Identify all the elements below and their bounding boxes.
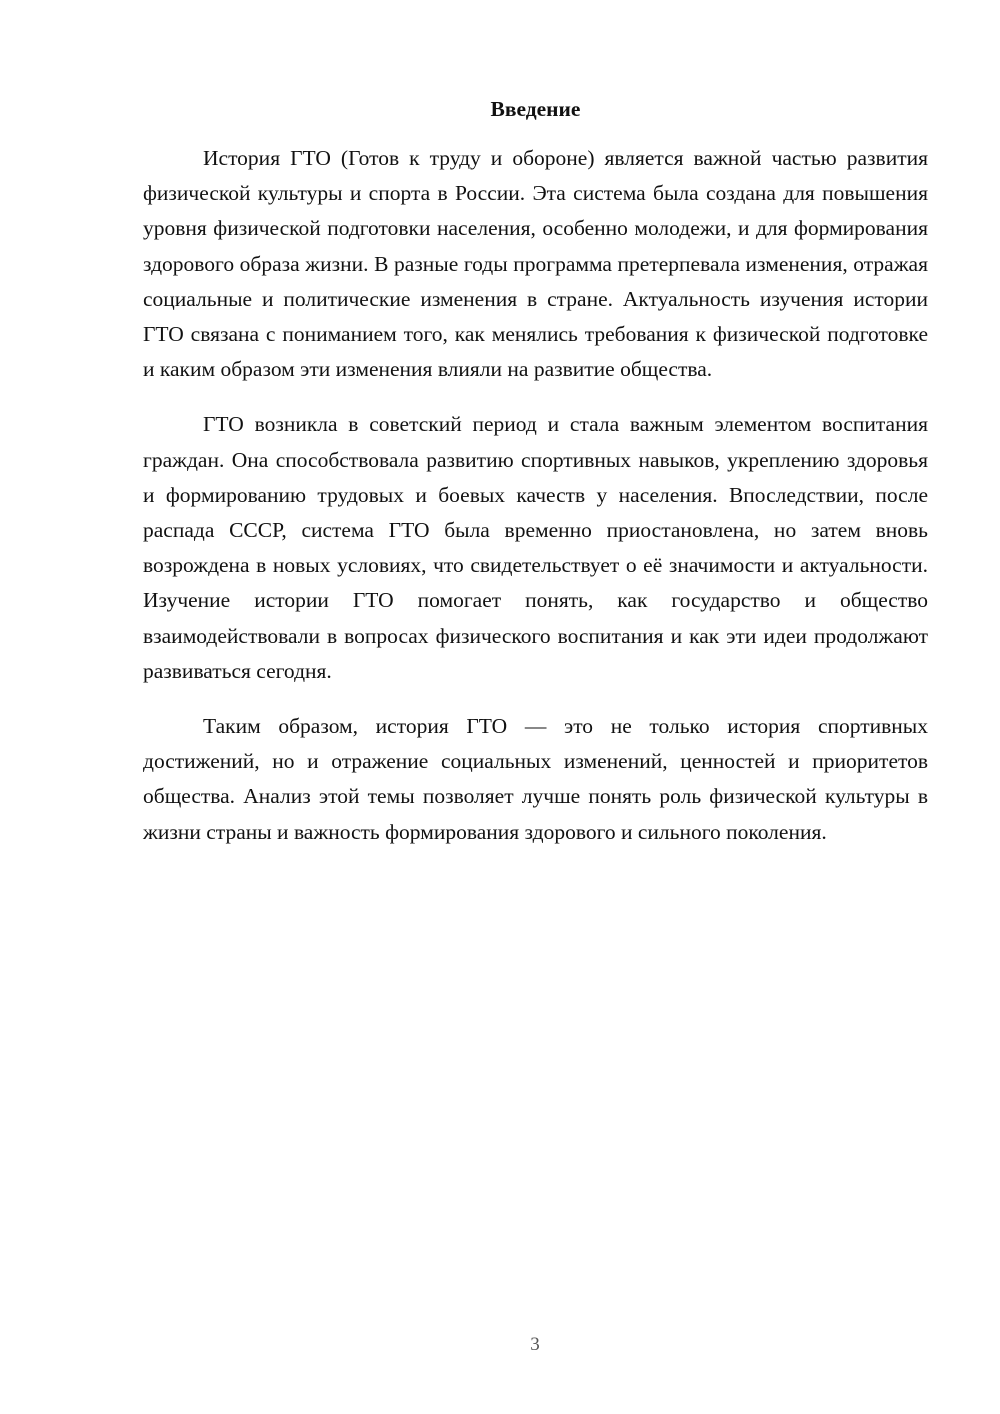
paragraph-1: История ГТО (Готов к труду и обороне) является важной частью развития физической культуры и спорта в России. Эта система была создана для повышения уровня физической подготовки населения, особенно молодежи, и для формирования здорового образа жизни. В разные годы программа претерпевала изменения, отражая социальные и политические изменения в стране. Актуальность изучения истории ГТО связана с пониманием того, как менялись требования к физической подготовке и каким образом эти изменения влияли на развитие общества. <box>143 146 928 382</box>
paragraph-2: ГТО возникла в советский период и стала важным элементом воспитания граждан. Она способствовала развитию спортивных навыков, укреплению здоровья и формированию трудовых и боевых качеств у населения. Впоследствии, после распада СССР, система ГТО была временно приостановлена, но затем вновь возрождена в новых условиях, что свидетельствует о её значимости и актуальности. Изучение истории ГТО помогает понять, как государство и общество взаимодействовали в вопросах физического воспитания и как эти идеи продолжают развиваться сегодня. <box>143 412 928 683</box>
section-title: Введение <box>490 97 581 121</box>
page-number: 3 <box>530 1334 540 1355</box>
page-content <box>143 92 928 870</box>
paragraph-3: Таким образом, история ГТО — это не только история спортивных достижений, но и отражение социальных изменений, ценностей и приоритетов общества. Анализ этой темы позволяет лучше понять роль физической культуры в жизни страны и важность формирования здорового и сильного поколения. <box>143 714 928 844</box>
